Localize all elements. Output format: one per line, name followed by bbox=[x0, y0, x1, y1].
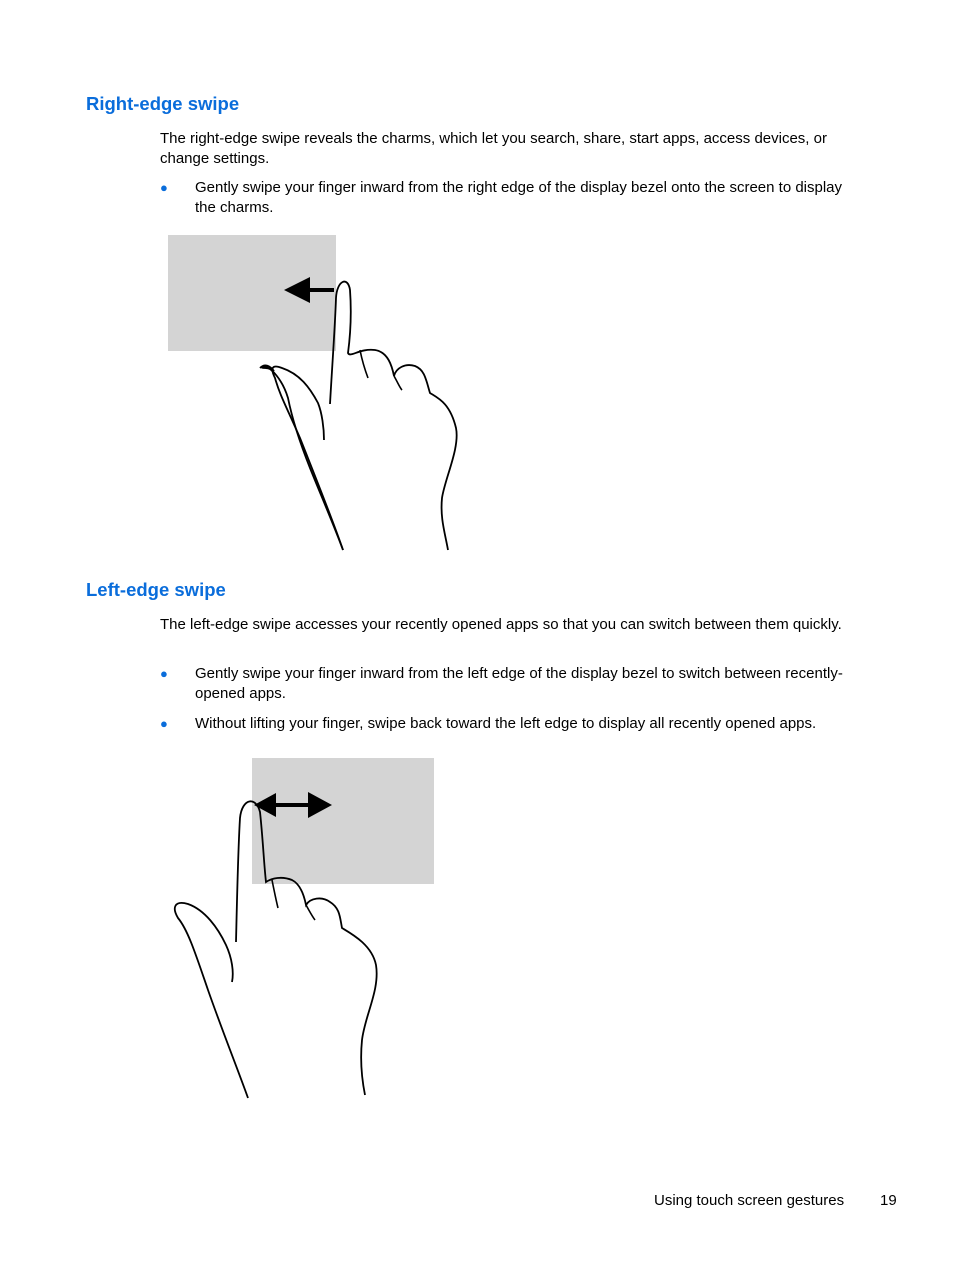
footer-chapter-title: Using touch screen gestures bbox=[654, 1192, 845, 1209]
bullet-item bbox=[160, 664, 850, 704]
bullet-item bbox=[160, 714, 850, 734]
section-intro-left-edge-swipe: The left-edge swipe accesses your recently opened apps so that you can switch between them quickly. bbox=[160, 616, 842, 633]
screen-area bbox=[168, 235, 336, 351]
bullet-text: Gently swipe your finger inward from the right edge of the display bezel onto the screen to display the charms. bbox=[195, 179, 843, 216]
thumb-outline bbox=[272, 366, 343, 550]
bullet-dot-icon: ● bbox=[160, 666, 168, 681]
knuckle-line bbox=[272, 880, 278, 908]
section-heading-left-edge-swipe: Left-edge swipe bbox=[86, 579, 226, 600]
left-edge-swipe-illustration bbox=[160, 750, 450, 1110]
knuckle-line bbox=[360, 350, 368, 378]
bullet-text: Without lifting your finger, swipe back toward the left edge to display all recently opened apps. bbox=[195, 715, 817, 732]
bullet-dot-icon: ● bbox=[160, 716, 168, 731]
knuckle-line bbox=[306, 905, 315, 920]
hand-swipe-left-icon bbox=[160, 228, 470, 558]
screen-area bbox=[252, 758, 434, 884]
finger-outline bbox=[330, 282, 457, 550]
bullet-text: Gently swipe your finger inward from the left edge of the display bezel to switch between recently-opened apps. bbox=[195, 665, 843, 702]
footer-page-number: 19 bbox=[880, 1192, 897, 1209]
hand-swipe-bidirectional-icon bbox=[160, 750, 450, 1105]
bullet-item bbox=[160, 178, 850, 218]
section-heading-right-edge-swipe: Right-edge swipe bbox=[86, 93, 240, 114]
right-edge-swipe-illustration bbox=[160, 228, 470, 563]
section-intro-right-edge-swipe: The right-edge swipe reveals the charms, which let you search, share, start apps, access devices, or change settings. bbox=[160, 130, 827, 167]
bullet-dot-icon: ● bbox=[160, 180, 168, 195]
knuckle-line bbox=[394, 376, 402, 390]
